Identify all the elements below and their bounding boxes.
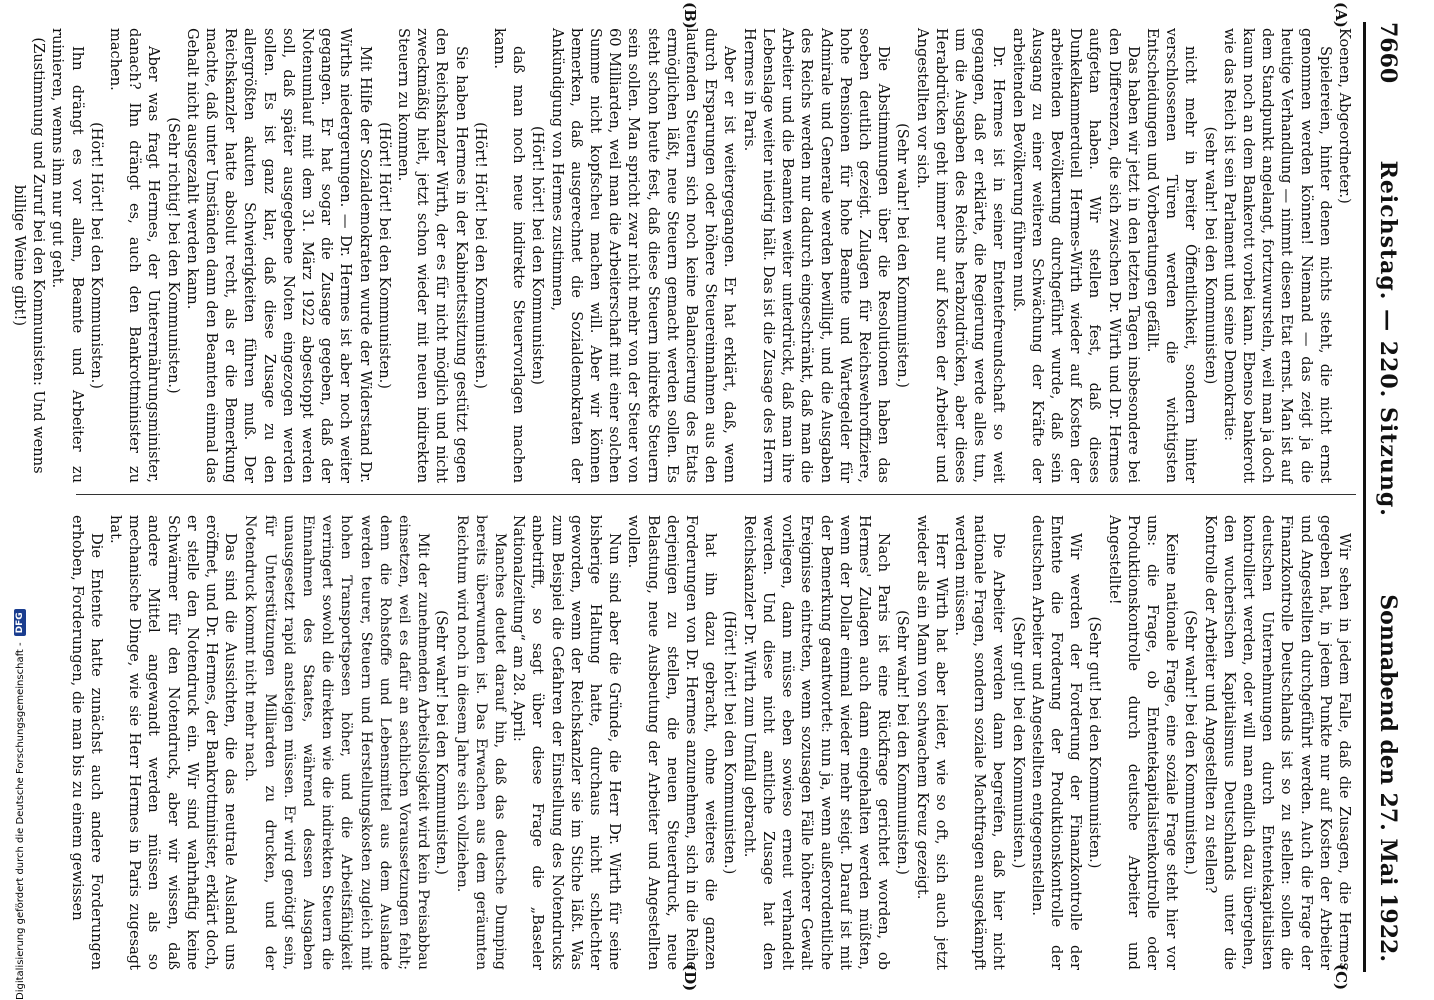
paragraph: Ihn drängt es vor allem, Beamte und Arbeiter zu ruinieren, wenns ihm nur gut geht. xyxy=(49,28,86,483)
paragraph: Mit Hilfe der Sozialdemokraten wurde der Widerstand Dr. Wirths niedergerungen. — Dr. Hermes ist aber noch weiter gegangen. Er hat sogar die Zusage gegeben, daß der Notenumlauf mit dem 31. März 1922 abgestoppt werden soll, daß später ausgegebene Noten eingezogen werden sollen. Es ist ganz klar, daß diese Zusage zu den allergrößten akuten Schwierigkeiten führen muß. Der Reichskanzler hatte absolut recht, als er die Bemerkung machte, daß unter Umständen dann den Beamten einmal das Gehalt nicht ausgezahlt werden kann. xyxy=(183,28,374,483)
paragraph: Wir werden der Forderung der Finanzkontrolle der Entente die Forderung der Produktionskontrolle der deutschen Arbeiter und Angestellten entgegenstellen. xyxy=(1028,515,1085,970)
interjection: (Sehr wahr! bei den Kommunisten.) xyxy=(1182,610,1200,875)
margin-marker-a: (A) xyxy=(1332,2,1350,28)
paragraph: Mit der zunehmenden Arbeitslosigkeit wird kein Preisabbau einsetzen, weil es dafür an sachlichen Voraussetzungen fehlt; denn die Rohstoffe und Lebensmittel aus dem Auslande werden teurer, Steuern und Herstellungskosten zugleich mit hohen Transportspesen höher, und die Arbeitsfähigkeit verringert sowohl die direkten wie die indirekten Steuern die Einnahmen des Staates, während dessen Ausgaben unausgesetzt rapid ansteigen müssen. Er wird genötigt sein, für Unterstützungen Milliarden zu drucken, und der Notendruck kommt nicht mehr nach. xyxy=(242,515,432,970)
paragraph: Nach Paris ist eine Rückfrage gerichtet worden, ob Hermes' Zulagen auch dann eingehalten werden müßten, wenn der Dollar einmal wieder mehr steigt. Darauf ist mit der Bemerkung geantwortet: nun ja, wenn außerordentliche Ereignisse eintreten, wenn sozusagen Fälle höherer Gewalt vorliegen, dann müsse eben sowieso erneut verhandelt werden. Und diese nicht amtliche Zusage hat den Reichskanzler Dr. Wirth zum Umfall gebracht. xyxy=(740,515,893,970)
paragraph: nicht mehr in breiter Öffentlichkeit, sondern hinter verschlossenen Türen werden die wichtigsten Entscheidungen und Vorberatungen gefällt. xyxy=(1143,28,1200,483)
interjection: (Sehr wahr! bei den Kommunisten.) xyxy=(433,610,451,875)
speaker-line: Koenen, Abgeordneter.) xyxy=(1336,28,1353,204)
interjection: (Hört! Hört! bei den Kommunisten.) xyxy=(87,122,105,389)
dfg-logo: DFG xyxy=(14,609,26,636)
paragraph: Herr Wirth hat aber leider, wie so oft, sich auch jetzt wieder als ein Mann von schwachem Kreuz gezeigt. xyxy=(913,515,950,970)
interjection: (Hört! hört! bei den Kommunisten) xyxy=(529,126,547,385)
paragraph: Sie haben Hermes in der Kabinettssitzung gestützt gegen den Reichskanzler Wirth, der es für nicht möglich und nicht zweckmäßig hielt, jetzt schon wieder mit neuen indirekten Steuern zu kommen. xyxy=(395,28,470,483)
paragraph: Die Arbeiter werden dann begreifen, daß hier nicht nationale Fragen, sondern soziale Machtfragen ausgekämpft werden müssen. xyxy=(951,515,1008,970)
interjection: (Sehr wahr! bei den Kommunisten.) xyxy=(894,610,912,875)
left-column xyxy=(10,28,1354,483)
page-number: 7660 xyxy=(1375,22,1401,84)
interjection: (Sehr richtig! bei den Kommunisten.) xyxy=(164,117,182,394)
margin-marker-d: (D) xyxy=(681,964,699,992)
margin-marker-c: (C) xyxy=(1332,964,1350,991)
interjection: (Sehr gut! bei den Kommunisten.) xyxy=(1009,616,1027,869)
margin-marker-b: (B) xyxy=(681,2,699,29)
interjection: (Hört! Hört! bei den Kommunisten.) xyxy=(471,122,489,389)
interjection: (Hört! hört! bei den Kommunisten.) xyxy=(721,610,739,875)
right-column xyxy=(54,515,1354,970)
paragraph: Aber was fragt Hermes, der Unterernährungsminister, danach? Ihn drängt es, auch den Bankrottminister zu machen. xyxy=(107,28,163,483)
paragraph: daß man noch neue indirekte Steuervorlagen machen kann. xyxy=(491,28,528,483)
interjection: (Zustimmung und Zuruf bei den Kommunisten: Und wenns billige Weine gibt!) xyxy=(10,37,48,474)
paragraph: Das sind die Aussichten, die das neutrale Ausland uns eröffnet, und Dr. Hermes, der Bankrottminister, erklärt doch, er stelle den Notendruck ein. Wir sind wahrhaftig keine Schwärmer für den Notendruck, aber wir wissen, daß andere Mittel angewandt werden müssen als so mechanische Dinge, wie sie Herr Hermes in Paris zugesagt hat. xyxy=(107,515,240,970)
paragraph: Dr. Hermes ist in seiner Ententefreundschaft so weit gegangen, daß er erklärte, die Regierung werde alles tun, um die Ausgaben des Reichs herabzudrücken, aber dieses Herabdrücken geht immer nur auf Kosten der Arbeiter und Angestellten vor sich. xyxy=(913,28,1008,483)
page-header xyxy=(1368,22,1408,962)
interjection: (Sehr gut! bei den Kommunisten.) xyxy=(1086,616,1104,869)
header-rule xyxy=(1363,22,1366,972)
paragraph: Die Abstimmungen über die Resolutionen haben das soeben deutlich gezeigt. Zulagen für Reichswehroffiziere, hohe Pensionen für hohe Beamte und Wartegelder für Admirale und Generale werden bewilligt, und die Ausgaben des Reichs werden nur dadurch eingeschränkt, daß man die Arbeiter und die Beamten weiter unterdrückt, daß man ihre Lebenslage weiter niedrig hält. Das ist die Zusage des Herrn Hermes in Paris. xyxy=(740,28,893,483)
paragraph: Aber er ist weitergegangen. Er hat erklärt, daß, wenn durch Ersparungen oder höhere Steuereinnahmen aus den laufenden Steuern sich noch keine Balancierung des Etats ermöglichen läßt, neue Steuern gemacht werden sollen. Es steht schon heute fest, daß diese Steuern indirekte Steuern sein sollen. Man spricht zwar nicht mehr von der Steuer von 60 Milliarden, weil man die Arbeiterschaft mit einer solchen Summe nicht kopfscheu machen will. Aber wir können bemerken, daß ausgerechnet die Sozialdemokraten der Ankündigung von Hermes zustimmen, xyxy=(548,28,739,483)
credit-text: Digitalisierung gefördert durch die Deutsche Forschungsgemeinschaft - xyxy=(14,642,26,1000)
column-divider xyxy=(76,494,1356,495)
paragraph: Das haben wir jetzt in den letzten Tagen insbesondere bei den Differenzen, die sich zwischen Dr. Wirth und Dr. Hermes aufgetan haben. Wir stellen fest, daß dieses Dunkelkammerduell Hermes-Wirth wieder auf Kosten der arbeitenden Bevölkerung durchgeführt wurde, daß sein Ausgang zu einer weiteren Schwächung der Kräfte der arbeitenden Bevölkerung führen muß. xyxy=(1009,28,1142,483)
paragraph: Manches deutet darauf hin, daß das deutsche Dumping bereits überwunden ist. Das Erwachen aus dem geräumten Reichtum wird noch in diesem Jahre sich vollziehen. xyxy=(453,515,509,970)
interjection: (Hört! Hört! bei den Kommunisten.) xyxy=(375,122,393,389)
digitization-credit xyxy=(10,0,30,1000)
interjection: (Sehr wahr! bei den Kommunisten.) xyxy=(894,123,912,388)
paragraph: Keine nationale Frage, eine soziale Frage steht hier vor uns: die Frage, ob Ententekapitalistenkontrolle oder Produktionskontrolle durch deutsche Arbeiter und Angestellte! xyxy=(1105,515,1181,970)
header-title: Reichstag. — 220. Sitzung. xyxy=(1375,160,1401,517)
header-date: Sonnabend den 27. Mai 1922. xyxy=(1375,594,1401,962)
paragraph: Wir sehen in jedem Falle, daß die Zusagen, die Hermes gegeben hat, in jedem Punkte nur auf Kosten der Arbeiter und Angestellten durchgeführt werden. Auch die Frage der Finanzkontrolle Deutschlands ist so zu stellen: sollen die deutschen Unternehmungen durch Ententekapitalisten kontrolliert werden, oder will man endlich dazu übergehen, den wucherischen Kapitalismus Deutschlands unter die Kontrolle der Arbeiter und Angestellten zu stellen? xyxy=(1201,515,1353,970)
paragraph: Nun sind aber die Gründe, die Herr Dr. Wirth für seine bisherige Haltung hatte, durchaus nicht schlechter geworden, wenn der Reichskanzler sie im Stiche läßt. Was zum Beispiel die Gefahren der Einstellung des Notendrucks anbetrifft, so sagt über diese Frage die „Baseler Nationalzeitung“ am 28. April: xyxy=(510,515,624,970)
paragraph: Die Entente hatte zunächst auch andere Forderungen erhoben, Forderungen, die man bis zu einem gewissen xyxy=(68,515,105,970)
paragraph: hat ihn dazu gebracht, ohne weiteres die ganzen Forderungen von Dr. Hermes anzunehmen, sich in die Reihe derjenigen zu stellen, die neuen Steuerdruck, neue Belastung, neue Ausbeutung der Arbeiter und Angestellten wollen. xyxy=(625,515,720,970)
paragraph: Spielereien, hinter denen nichts steht, die nicht ernst genommen werden können! Niemand — das zeigt ja die heutige Verhandlung — nimmt diesen Etat ernst. Man ist auf dem Standpunkt angelangt, fortzuwursteln, weil man ja doch kaum noch an dem Bankerott vorbei kann. Ebenso bankerott wie das Reich ist sein Parlament und seine Demokratie: xyxy=(1220,28,1334,483)
interjection: (sehr wahr! bei den Kommunisten) xyxy=(1201,126,1219,385)
